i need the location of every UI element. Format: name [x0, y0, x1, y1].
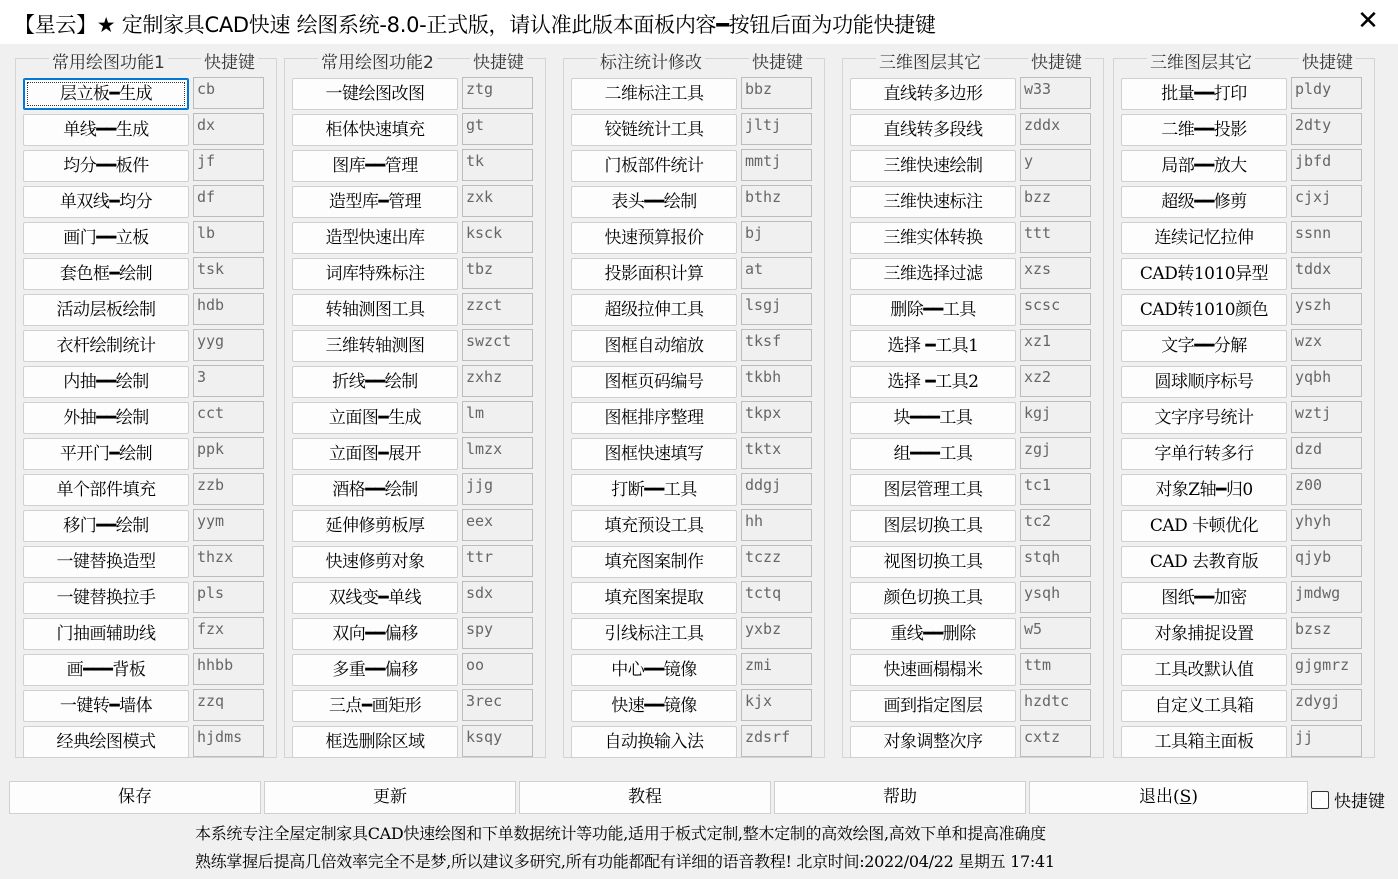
- function-button[interactable]: 超级拉伸工具: [571, 294, 737, 326]
- function-button[interactable]: 对象Z轴━归0: [1121, 474, 1287, 506]
- function-button[interactable]: 转轴测图工具: [292, 294, 458, 326]
- shortcut-key-field[interactable]: spy: [462, 617, 533, 649]
- function-button[interactable]: 文字序号统计: [1121, 402, 1287, 434]
- shortcut-key-field[interactable]: bzsz: [1291, 617, 1362, 649]
- group-header: 三维图层其它: [1147, 48, 1255, 68]
- function-button[interactable]: 对象捕捉设置: [1121, 618, 1287, 650]
- shortcut-key-field[interactable]: yqbh: [1291, 365, 1362, 397]
- shortcut-key-field[interactable]: zmi: [741, 653, 812, 685]
- function-button[interactable]: 图库━━管理: [292, 150, 458, 182]
- function-button[interactable]: 层立板━生成: [23, 78, 189, 110]
- function-button[interactable]: 一键替换造型: [23, 546, 189, 578]
- function-button[interactable]: 铰链统计工具: [571, 114, 737, 146]
- info-line-1: 本系统专注全屋定制家具CAD快速绘图和下单数据统计等功能,适用于板式定制,整木定制的高效绘图,高效下单和提高准确度: [195, 824, 1046, 843]
- shortcut-key-field[interactable]: ttt: [1020, 221, 1091, 253]
- title-bar: [0, 0, 1398, 44]
- function-button[interactable]: 外抽━━绘制: [23, 402, 189, 434]
- function-button[interactable]: 投影面积计算: [571, 258, 737, 290]
- shortcut-key-field[interactable]: jj: [1291, 725, 1362, 757]
- function-button[interactable]: 中心━━镜像: [571, 654, 737, 686]
- function-button[interactable]: 视图切换工具: [850, 546, 1016, 578]
- shortcut-key-field[interactable]: gt: [462, 113, 533, 145]
- shortcut-key-field[interactable]: tkpx: [741, 401, 812, 433]
- shortcut-key-field[interactable]: tktx: [741, 437, 812, 469]
- shortcut-key-field[interactable]: tctq: [741, 581, 812, 613]
- function-button[interactable]: 快速预算报价: [571, 222, 737, 254]
- shortcut-key-field[interactable]: yxbz: [741, 617, 812, 649]
- function-button[interactable]: 字单行转多行: [1121, 438, 1287, 470]
- shortcut-key-field[interactable]: xz2: [1020, 365, 1091, 397]
- group-header: 三维图层其它: [876, 48, 984, 68]
- shortcut-key-field[interactable]: zzq: [193, 689, 264, 721]
- shortcut-key-field[interactable]: zxhz: [462, 365, 533, 397]
- function-button[interactable]: 门抽画辅助线: [23, 618, 189, 650]
- shortcut-key-field[interactable]: zgj: [1020, 437, 1091, 469]
- shortcut-key-field[interactable]: hzdtc: [1020, 689, 1091, 721]
- shortcut-column-header: 快捷键: [1299, 48, 1356, 68]
- shortcut-key-field[interactable]: tbz: [462, 257, 533, 289]
- function-button[interactable]: 图纸━━加密: [1121, 582, 1287, 614]
- function-button[interactable]: 三维实体转换: [850, 222, 1016, 254]
- exit-label-prefix: 退出(: [1139, 787, 1180, 807]
- function-button[interactable]: 快速━━镜像: [571, 690, 737, 722]
- window-title: 【星云】★ 定制家具CAD快速 绘图系统-8.0-正式版，请认准此版本面板内容━按钮后面为功能快捷键: [14, 13, 936, 37]
- shortcut-key-field[interactable]: tk: [462, 149, 533, 181]
- shortcut-key-field[interactable]: ttm: [1020, 653, 1091, 685]
- function-button[interactable]: 图框自动缩放: [571, 330, 737, 362]
- shortcut-key-field[interactable]: kgj: [1020, 401, 1091, 433]
- shortcut-key-field[interactable]: scsc: [1020, 293, 1091, 325]
- shortcut-key-field[interactable]: zdsrf: [741, 725, 812, 757]
- function-button[interactable]: 三维快速绘制: [850, 150, 1016, 182]
- function-button[interactable]: 连续记忆拉伸: [1121, 222, 1287, 254]
- function-button[interactable]: 批量━━打印: [1121, 78, 1287, 110]
- shortcut-key-field[interactable]: pldy: [1291, 77, 1362, 109]
- shortcut-key-field[interactable]: cjxj: [1291, 185, 1362, 217]
- shortcut-key-field[interactable]: lm: [462, 401, 533, 433]
- shortcut-key-field[interactable]: bj: [741, 221, 812, 253]
- function-button[interactable]: 三维选择过滤: [850, 258, 1016, 290]
- shortcut-column-header: 快捷键: [470, 48, 527, 68]
- shortcut-key-field[interactable]: jf: [193, 149, 264, 181]
- group-header: 常用绘图功能1: [49, 48, 168, 68]
- shortcut-key-field[interactable]: zxk: [462, 185, 533, 217]
- shortcut-key-field[interactable]: bbz: [741, 77, 812, 109]
- shortcut-key-field[interactable]: gjgmrz: [1291, 653, 1362, 685]
- shortcut-key-field[interactable]: jltj: [741, 113, 812, 145]
- shortcut-key-field[interactable]: swzct: [462, 329, 533, 361]
- function-button[interactable]: CAD转1010异型: [1121, 258, 1287, 290]
- function-button[interactable]: 选择 ━工具1: [850, 330, 1016, 362]
- shortcut-key-field[interactable]: wztj: [1291, 401, 1362, 433]
- shortcut-key-field[interactable]: y: [1020, 149, 1091, 181]
- function-button[interactable]: 立面图━展开: [292, 438, 458, 470]
- shortcut-column-header: 快捷键: [749, 48, 806, 68]
- group-panel: [15, 48, 277, 760]
- shortcut-key-field[interactable]: 3: [193, 365, 264, 397]
- function-button[interactable]: 图框快速填写: [571, 438, 737, 470]
- function-button[interactable]: 均分━━板件: [23, 150, 189, 182]
- shortcut-key-field[interactable]: tc1: [1020, 473, 1091, 505]
- shortcut-key-field[interactable]: lb: [193, 221, 264, 253]
- function-button[interactable]: 图层管理工具: [850, 474, 1016, 506]
- function-button[interactable]: 文字━━分解: [1121, 330, 1287, 362]
- shortcut-key-field[interactable]: eex: [462, 509, 533, 541]
- function-button[interactable]: 套色框━绘制: [23, 258, 189, 290]
- function-button[interactable]: 框选删除区域: [292, 726, 458, 758]
- function-button[interactable]: 工具改默认值: [1121, 654, 1287, 686]
- function-button[interactable]: 延伸修剪板厚: [292, 510, 458, 542]
- shortcut-key-field[interactable]: xz1: [1020, 329, 1091, 361]
- function-button[interactable]: 引线标注工具: [571, 618, 737, 650]
- shortcut-key-field[interactable]: mmtj: [741, 149, 812, 181]
- shortcut-key-field[interactable]: ksqy: [462, 725, 533, 757]
- shortcut-key-field[interactable]: ddgj: [741, 473, 812, 505]
- function-button[interactable]: 衣杆绘制统计: [23, 330, 189, 362]
- function-button[interactable]: 删除━━工具: [850, 294, 1016, 326]
- function-button[interactable]: 二维━━投影: [1121, 114, 1287, 146]
- shortcut-key-field[interactable]: w33: [1020, 77, 1091, 109]
- shortcut-key-field[interactable]: yszh: [1291, 293, 1362, 325]
- shortcut-key-field[interactable]: jjg: [462, 473, 533, 505]
- function-button[interactable]: 图框排序整理: [571, 402, 737, 434]
- function-button[interactable]: 门板部件统计: [571, 150, 737, 182]
- function-button[interactable]: 画门━━立板: [23, 222, 189, 254]
- save-button[interactable]: 保存: [9, 781, 261, 814]
- shortcut-key-field[interactable]: cb: [193, 77, 264, 109]
- function-button[interactable]: CAD 去教育版: [1121, 546, 1287, 578]
- shortcut-key-field[interactable]: lsgj: [741, 293, 812, 325]
- shortcut-key-field[interactable]: cxtz: [1020, 725, 1091, 757]
- function-button[interactable]: 平开门━绘制: [23, 438, 189, 470]
- shortcut-key-field[interactable]: zdygj: [1291, 689, 1362, 721]
- shortcut-key-field[interactable]: tczz: [741, 545, 812, 577]
- shortcut-key-field[interactable]: bzz: [1020, 185, 1091, 217]
- shortcut-key-field[interactable]: jmdwg: [1291, 581, 1362, 613]
- function-button[interactable]: 二维标注工具: [571, 78, 737, 110]
- shortcut-key-field[interactable]: z00: [1291, 473, 1362, 505]
- function-button[interactable]: 表头━━绘制: [571, 186, 737, 218]
- shortcut-key-field[interactable]: stqh: [1020, 545, 1091, 577]
- function-button[interactable]: CAD转1010颜色: [1121, 294, 1287, 326]
- function-button[interactable]: 快速修剪对象: [292, 546, 458, 578]
- shortcut-key-field[interactable]: w5: [1020, 617, 1091, 649]
- update-button[interactable]: 更新: [264, 781, 516, 814]
- shortcut-key-field[interactable]: 2dty: [1291, 113, 1362, 145]
- shortcut-key-field[interactable]: tsk: [193, 257, 264, 289]
- function-button[interactable]: 快速画榻榻米: [850, 654, 1016, 686]
- shortcut-key-field[interactable]: yyg: [193, 329, 264, 361]
- function-button[interactable]: 颜色切换工具: [850, 582, 1016, 614]
- function-button[interactable]: 双线变━单线: [292, 582, 458, 614]
- function-button[interactable]: 双向━━偏移: [292, 618, 458, 650]
- close-icon[interactable]: ✕: [1357, 6, 1379, 36]
- function-button[interactable]: 自动换输入法: [571, 726, 737, 758]
- shortcut-column-header: 快捷键: [1028, 48, 1085, 68]
- shortcut-key-field[interactable]: oo: [462, 653, 533, 685]
- group-panel: [1113, 48, 1375, 760]
- function-button[interactable]: 对象调整次序: [850, 726, 1016, 758]
- shortcut-key-field[interactable]: lmzx: [462, 437, 533, 469]
- shortcut-checkbox-label: 快捷键: [1334, 792, 1385, 812]
- shortcut-key-field[interactable]: xzs: [1020, 257, 1091, 289]
- shortcut-key-field[interactable]: fzx: [193, 617, 264, 649]
- shortcut-key-field[interactable]: hjdms: [193, 725, 264, 757]
- shortcut-key-field[interactable]: wzx: [1291, 329, 1362, 361]
- shortcut-key-field[interactable]: tddx: [1291, 257, 1362, 289]
- group-panel: [284, 48, 546, 760]
- shortcut-key-field[interactable]: kjx: [741, 689, 812, 721]
- exit-button[interactable]: [1029, 781, 1308, 814]
- shortcut-key-field[interactable]: cct: [193, 401, 264, 433]
- info-line-2: 熟练掌握后提高几倍效率完全不是梦,所以建议多研究,所有功能都配有详细的语音教程! 北京时间:2022/04/22 星期五 17:41: [195, 852, 1055, 871]
- shortcut-key-field[interactable]: hh: [741, 509, 812, 541]
- function-button[interactable]: 填充图案制作: [571, 546, 737, 578]
- function-button[interactable]: 填充图案提取: [571, 582, 737, 614]
- shortcut-key-field[interactable]: ppk: [193, 437, 264, 469]
- shortcut-key-field[interactable]: tkbh: [741, 365, 812, 397]
- shortcut-key-field[interactable]: at: [741, 257, 812, 289]
- function-button[interactable]: 直线转多段线: [850, 114, 1016, 146]
- function-button[interactable]: 内抽━━绘制: [23, 366, 189, 398]
- shortcut-key-field[interactable]: zzb: [193, 473, 264, 505]
- function-button[interactable]: 造型库━管理: [292, 186, 458, 218]
- shortcut-key-field[interactable]: yym: [193, 509, 264, 541]
- function-button[interactable]: 词库特殊标注: [292, 258, 458, 290]
- function-button[interactable]: 单双线━均分: [23, 186, 189, 218]
- shortcut-key-field[interactable]: dx: [193, 113, 264, 145]
- shortcut-column-header: 快捷键: [201, 48, 258, 68]
- shortcut-key-field[interactable]: qjyb: [1291, 545, 1362, 577]
- shortcut-key-field[interactable]: dzd: [1291, 437, 1362, 469]
- function-button[interactable]: 打断━━工具: [571, 474, 737, 506]
- function-button[interactable]: 重线━━删除: [850, 618, 1016, 650]
- shortcut-key-field[interactable]: hhbb: [193, 653, 264, 685]
- function-button[interactable]: CAD 卡顿优化: [1121, 510, 1287, 542]
- shortcut-key-field[interactable]: ttr: [462, 545, 533, 577]
- shortcut-key-field[interactable]: jbfd: [1291, 149, 1362, 181]
- group-panel: [563, 48, 825, 760]
- function-button[interactable]: 多重━━偏移: [292, 654, 458, 686]
- function-button[interactable]: 超级━━修剪: [1121, 186, 1287, 218]
- function-button[interactable]: 画━━━背板: [23, 654, 189, 686]
- shortcut-key-field[interactable]: ssnn: [1291, 221, 1362, 253]
- function-button[interactable]: 三维转轴测图: [292, 330, 458, 362]
- checkbox-box[interactable]: [1311, 791, 1329, 809]
- shortcut-key-field[interactable]: hdb: [193, 293, 264, 325]
- shortcut-key-field[interactable]: yhyh: [1291, 509, 1362, 541]
- function-button[interactable]: 一键转━墙体: [23, 690, 189, 722]
- function-button[interactable]: 经典绘图模式: [23, 726, 189, 758]
- shortcut-key-field[interactable]: ksck: [462, 221, 533, 253]
- shortcut-key-field[interactable]: df: [193, 185, 264, 217]
- shortcut-key-field[interactable]: bthz: [741, 185, 812, 217]
- function-button[interactable]: 图层切换工具: [850, 510, 1016, 542]
- function-button[interactable]: 三维快速标注: [850, 186, 1016, 218]
- shortcut-key-field[interactable]: thzx: [193, 545, 264, 577]
- function-button[interactable]: 组━━━工具: [850, 438, 1016, 470]
- function-button[interactable]: 一键替换拉手: [23, 582, 189, 614]
- exit-label-suffix: ): [1191, 787, 1198, 807]
- function-button[interactable]: 画到指定图层: [850, 690, 1016, 722]
- shortcut-key-field[interactable]: sdx: [462, 581, 533, 613]
- shortcut-checkbox[interactable]: [1311, 787, 1385, 812]
- function-button[interactable]: 直线转多边形: [850, 78, 1016, 110]
- shortcut-key-field[interactable]: pls: [193, 581, 264, 613]
- function-button[interactable]: 单线━━生成: [23, 114, 189, 146]
- tutorial-button[interactable]: 教程: [519, 781, 771, 814]
- function-button[interactable]: 柜体快速填充: [292, 114, 458, 146]
- function-button[interactable]: 造型快速出库: [292, 222, 458, 254]
- function-button[interactable]: 三点━画矩形: [292, 690, 458, 722]
- function-button[interactable]: 块━━━工具: [850, 402, 1016, 434]
- function-button[interactable]: 填充预设工具: [571, 510, 737, 542]
- function-button[interactable]: 单个部件填充: [23, 474, 189, 506]
- shortcut-key-field[interactable]: zddx: [1020, 113, 1091, 145]
- shortcut-key-field[interactable]: tc2: [1020, 509, 1091, 541]
- shortcut-key-field[interactable]: zzct: [462, 293, 533, 325]
- group-panel: [842, 48, 1104, 760]
- function-button[interactable]: 局部━━放大: [1121, 150, 1287, 182]
- function-button[interactable]: 酒格━━绘制: [292, 474, 458, 506]
- shortcut-key-field[interactable]: ysqh: [1020, 581, 1091, 613]
- function-button[interactable]: 折线━━绘制: [292, 366, 458, 398]
- shortcut-key-field[interactable]: 3rec: [462, 689, 533, 721]
- function-button[interactable]: 立面图━生成: [292, 402, 458, 434]
- function-button[interactable]: 图框页码编号: [571, 366, 737, 398]
- group-header: 常用绘图功能2: [318, 48, 437, 68]
- function-button[interactable]: 活动层板绘制: [23, 294, 189, 326]
- function-button[interactable]: 圆球顺序标号: [1121, 366, 1287, 398]
- help-button[interactable]: 帮助: [774, 781, 1026, 814]
- group-header: 标注统计修改: [597, 48, 705, 68]
- exit-accelerator-key: S: [1179, 787, 1192, 807]
- function-button[interactable]: 工具箱主面板: [1121, 726, 1287, 758]
- function-button[interactable]: 一键绘图改图: [292, 78, 458, 110]
- function-button[interactable]: 选择 ━工具2: [850, 366, 1016, 398]
- function-button[interactable]: 自定义工具箱: [1121, 690, 1287, 722]
- shortcut-key-field[interactable]: ztg: [462, 77, 533, 109]
- function-button[interactable]: 移门━━绘制: [23, 510, 189, 542]
- shortcut-key-field[interactable]: tksf: [741, 329, 812, 361]
